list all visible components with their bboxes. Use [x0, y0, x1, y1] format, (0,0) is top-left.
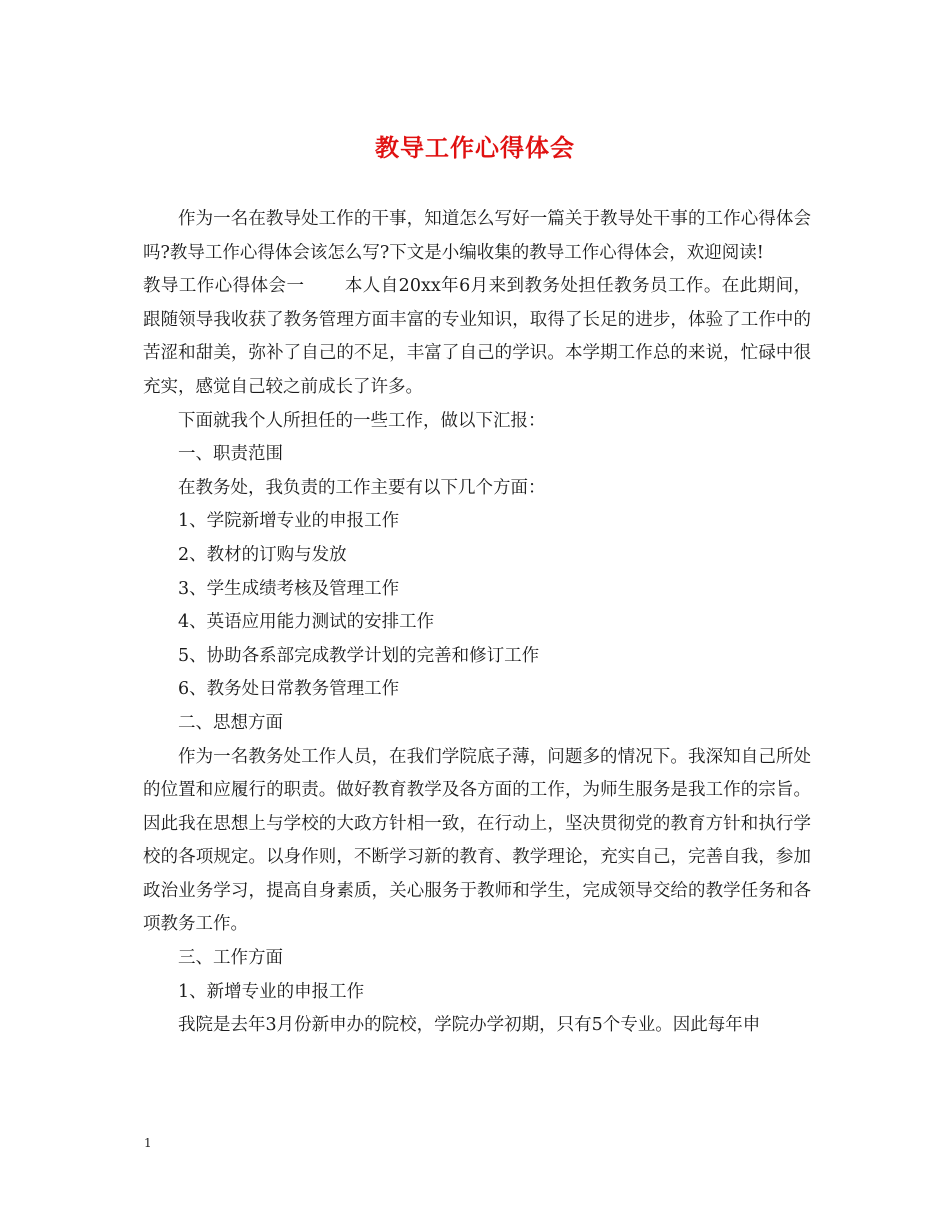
scope-item: 2、教材的订购与发放 — [178, 544, 347, 565]
scope-item: 4、英语应用能力测试的安排工作 — [178, 612, 435, 633]
work-paragraph: 我院是去年3月份新申办的院校，学院办学初期，只有5个专业。因此每年申 — [178, 1015, 761, 1036]
intro-paragraph: 作为一名在教导处工作的干事，知道怎么写好一篇关于教导处干事的工作心得体会吗?教导工作心得体会该怎么写?下文是小编收集的教导工作心得体会，欢迎阅读! — [143, 209, 811, 263]
scope-item: 3、学生成绩考核及管理工作 — [178, 578, 400, 599]
subheading-new-majors: 1、新增专业的申报工作 — [178, 981, 365, 1002]
scope-item: 6、教务处日常教务管理工作 — [178, 679, 400, 700]
thought-paragraph: 作为一名教务处工作人员，在我们学院底子薄，问题多的情况下。我深知自己所处的位置和应履行的职责。做好教育教学及各方面的工作，为师生服务是我工作的宗旨。因此我在思想上与学校的大政方针相一致，在行动上，坚决贯彻党的教育方针和执行学校的各项规定。以身作则，不断学习新的教育、教学理论，充实自己，完善自我，参加政治业务学习，提高自身素质，关心服务于教师和学生，完成领导交给的教学任务和各项教务工作。 — [143, 746, 811, 935]
heading-responsibilities: 一、职责范围 — [178, 444, 283, 465]
scope-item: 5、协助各系部完成教学计划的完善和修订工作 — [178, 645, 540, 666]
scope-intro: 在教务处，我负责的工作主要有以下几个方面： — [178, 477, 546, 498]
section-one-paragraph — [143, 270, 811, 404]
heading-thought: 二、思想方面 — [178, 712, 283, 733]
document-body — [143, 203, 811, 1043]
page-number: 1 — [144, 1136, 152, 1150]
document-title: 教导工作心得体会 — [375, 133, 575, 162]
section-first-paragraph: 本人自20xx年6月来到教务处担任教务员工作。在此期间，跟随领导我收获了教务管理方面丰富的专业知识，取得了长足的进步，体验了工作中的苦涩和甜美，弥补了自己的不足，丰富了自己的学识。本学期工作总的来说，忙碌中很充实，感觉自己较之前成长了许多。 — [143, 276, 812, 397]
section-heading: 教导工作心得体会一 — [143, 276, 305, 297]
heading-work: 三、工作方面 — [178, 948, 283, 969]
scope-item: 1、学院新增专业的申报工作 — [178, 511, 400, 532]
report-intro: 下面就我个人所担任的一些工作，做以下汇报： — [178, 410, 546, 431]
